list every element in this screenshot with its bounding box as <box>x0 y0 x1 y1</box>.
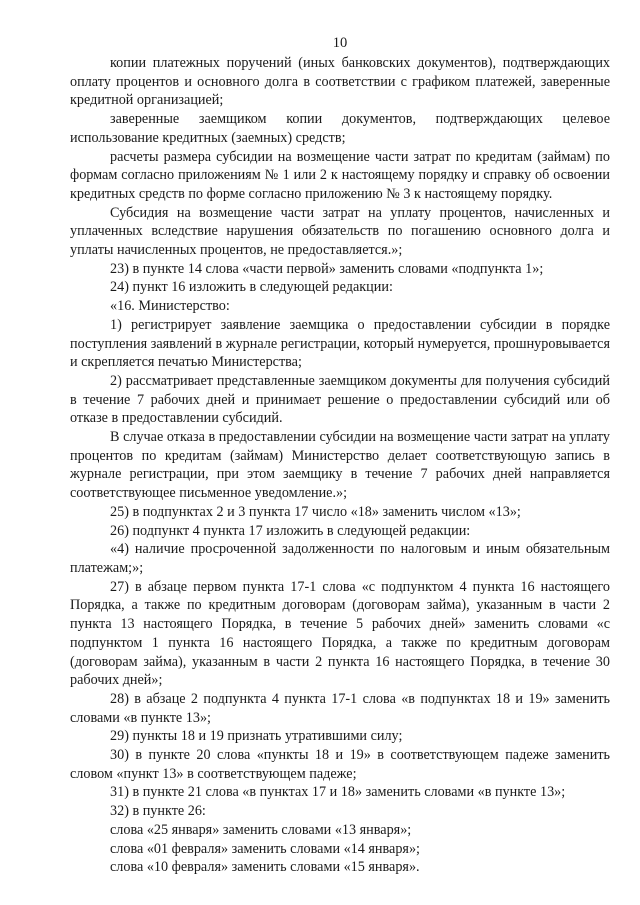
paragraph: «16. Министерство: <box>110 298 230 315</box>
paragraph: слова «01 февраля» заменить словами «14 января»; <box>110 840 420 857</box>
paragraph: расчеты размера субсидии на возмещение части затрат по кредитам (займам) по формам согласно приложениям № 1 или 2 к настоящему порядку и справку об освоении кредитных средств по форме согласно приложению № 3 к настоящему порядку. <box>70 148 610 202</box>
paragraph: 30) в пункте 20 слова «пункты 18 и 19» в соответствующем падеже заменить словом «пункт 13» в соответствующем падеже; <box>70 747 610 782</box>
paragraph: Субсидия на возмещение части затрат на уплату процентов, начисленных и уплаченных вследствие нарушения обязательств по погашению основного долга и уплаты начисленных процентов, не предоставляется.»; <box>70 204 610 259</box>
paragraph: 32) в пункте 26: <box>110 803 206 820</box>
page-number: 10 <box>332 35 348 51</box>
paragraph: 29) пункты 18 и 19 признать утратившими силу; <box>110 728 403 745</box>
paragraph: заверенные заемщиком копии документов, подтверждающих целевое использование кредитных (заемных) средств; <box>70 111 610 146</box>
paragraph: 27) в абзаце первом пункта 17-1 слова «с подпунктом 4 пункта 16 настоящего Порядка, а также по кредитным договорам (договорам займа), указанным в части 2 пункта 13 настоящего Порядка, в течение 5 рабочих дней» заменить словами «с подпунктом 1 пункта 16 настоящего Порядка, а также по кредитным договорам (договорам займа), указанным в части 2 пункта 16 настоящего Порядка, в течение 30 рабочих дней»; <box>70 578 610 689</box>
paragraph: копии платежных поручений (иных банковских документов), подтверждающих оплату процентов и основного долга в соответствии с графиком платежей, заверенные кредитной организацией; <box>70 55 610 109</box>
paragraph: 23) в пункте 14 слова «части первой» заменить словами «подпункта 1»; <box>110 260 544 277</box>
paragraph: 25) в подпунктах 2 и 3 пункта 17 число «18» заменить числом «13»; <box>110 503 521 520</box>
paragraph: слова «25 января» заменить словами «13 января»; <box>110 821 412 838</box>
paragraph: слова «10 февраля» заменить словами «15 января». <box>110 859 420 876</box>
paragraph: 26) подпункт 4 пункта 17 изложить в следующей редакции: <box>110 522 471 539</box>
paragraph: 1) регистрирует заявление заемщика о предоставлении субсидии в порядке поступления заявлений в журнале регистрации, который нумеруется, прошнуровывается и скрепляется печатью Министерства; <box>70 316 610 371</box>
paragraph: «4) наличие просроченной задолженности по налоговым и иным обязательным платежам;»; <box>70 541 610 576</box>
paragraph: 28) в абзаце 2 подпункта 4 пункта 17-1 слова «в подпунктах 18 и 19» заменить словами «в пункте 13»; <box>70 690 610 726</box>
document-page <box>70 34 610 877</box>
paragraph: 24) пункт 16 изложить в следующей редакции: <box>110 279 393 296</box>
paragraph: 2) рассматривает представленные заемщиком документы для получения субсидий в течение 7 рабочих дней и принимает решение о предоставлении субсидий или об отказе в предоставлении субсидий. <box>70 372 610 427</box>
paragraph: 31) в пункте 21 слова «в пунктах 17 и 18» заменить словами «в пункте 13»; <box>110 784 566 801</box>
paragraph: В случае отказа в предоставлении субсидии на возмещение части затрат на уплату процентов по кредитам (займам) Министерство делает соответствующую запись в журнале регистрации, при этом заемщику в течение 7 рабочих дней направляется соответствующее письменное уведомление.»; <box>70 429 610 502</box>
